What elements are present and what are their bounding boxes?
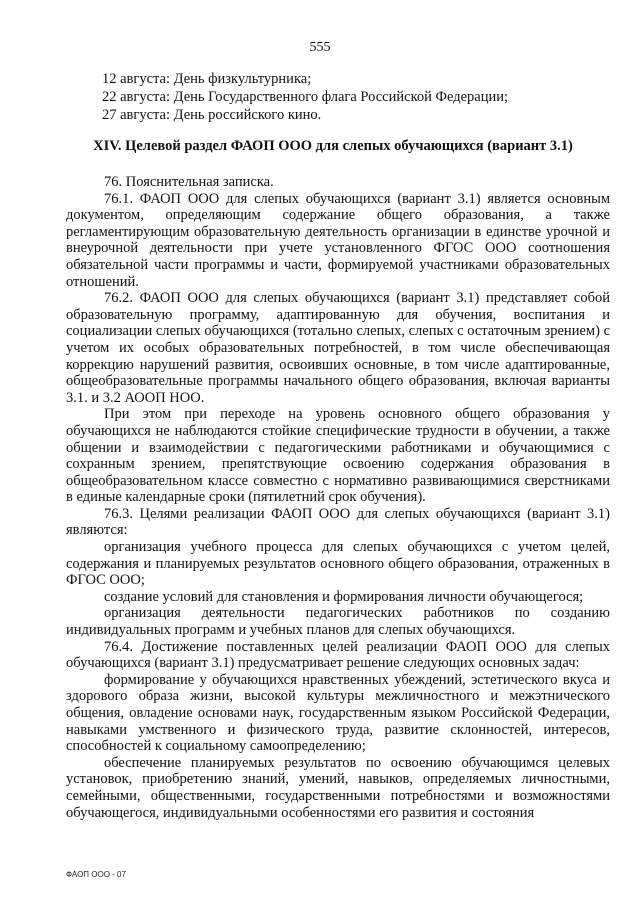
paragraph: 76.4. Достижение поставленных целей реализации ФАОП ООО для слепых обучающихся (вариант 3.1) предусматривает решение следующих основных задач: [66, 638, 610, 672]
paragraph: обеспечение планируемых результатов по освоению обучающимся целевых установок, приобретению знаний, умений, навыков, определяемых личностными, семейными, общественными, государственными потребностями и возможностями обучающегося, индивидуальными особенностями его развития и состояния [66, 754, 610, 821]
paragraph: организация учебного процесса для слепых обучающихся с учетом целей, содержания и планируемых результатов основного общего образования, отраженных в ФГОС ООО; [66, 539, 610, 589]
paragraph: 76.3. Целями реализации ФАОП ООО для слепых обучающихся (вариант 3.1) являются: [66, 505, 610, 539]
paragraph: При этом при переходе на уровень основного общего образования у обучающихся не наблюдаются стойкие специфические трудности в обучении, а также общении и взаимодействии с педагогическими работниками и обучающимися с сохранным зрением, препятствующие освоению содержания образования в общеобразовательном классе совместно с нормативно развивающимися сверстниками в единые календарные сроки (пятилетний срок обучения). [66, 406, 610, 506]
paragraph: создание условий для становления и формирования личности обучающегося; [104, 588, 584, 605]
page-footer: ФАОП ООО - 07 [66, 870, 126, 879]
paragraph: организация деятельности педагогических работников по созданию индивидуальных программ и учебных планов для слепых обучающихся. [66, 605, 610, 639]
page-number: 555 [309, 40, 331, 55]
date-line: 27 августа: День российского кино. [102, 107, 322, 123]
paragraph: формирование у обучающихся нравственных убеждений, эстетического вкуса и здорового образа жизни, высокой культуры межличностного и межэтнического общения, овладение основами наук, государственным языком Российской Федерации, навыками умственного и физического труда, развитие склонностей, интересов, способностей к социальному самоопределению; [66, 671, 610, 755]
holiday-dates-list [102, 70, 508, 124]
paragraph: 76.2. ФАОП ООО для слепых обучающихся (вариант 3.1) представляет собой образовательную программу, адаптированную для обучения, воспитания и социализации слепых обучающихся (тотально слепых, слепых с остаточным зрением) с учетом их особых образовательных потребностей, в том числе обеспечивающая коррекцию нарушений развития, освоивших основные, в том числе адаптированные, общеобразовательные программы начального общего образования, включая варианты 3.1. и 3.2 АООП НОО. [66, 290, 610, 406]
date-line: 22 августа: День Государственного флага Российской Федерации; [102, 89, 509, 105]
section-title: XIV. Целевой раздел ФАОП ООО для слепых обучающихся (вариант 3.1) [93, 138, 573, 154]
date-line: 12 августа: День физкультурника; [102, 71, 312, 87]
paragraph: 76.1. ФАОП ООО для слепых обучающихся (вариант 3.1) является основным документом, определяющим содержание общего образования, а также регламентирующим образовательную деятельность организации в единстве урочной и внеурочной деятельности при учете установленного ФГОС ООО соотношения обязательной части программы и части, формируемой участниками образовательных отношений. [66, 190, 610, 290]
document-body [66, 174, 610, 821]
paragraph: 76. Пояснительная записка. [104, 174, 274, 190]
